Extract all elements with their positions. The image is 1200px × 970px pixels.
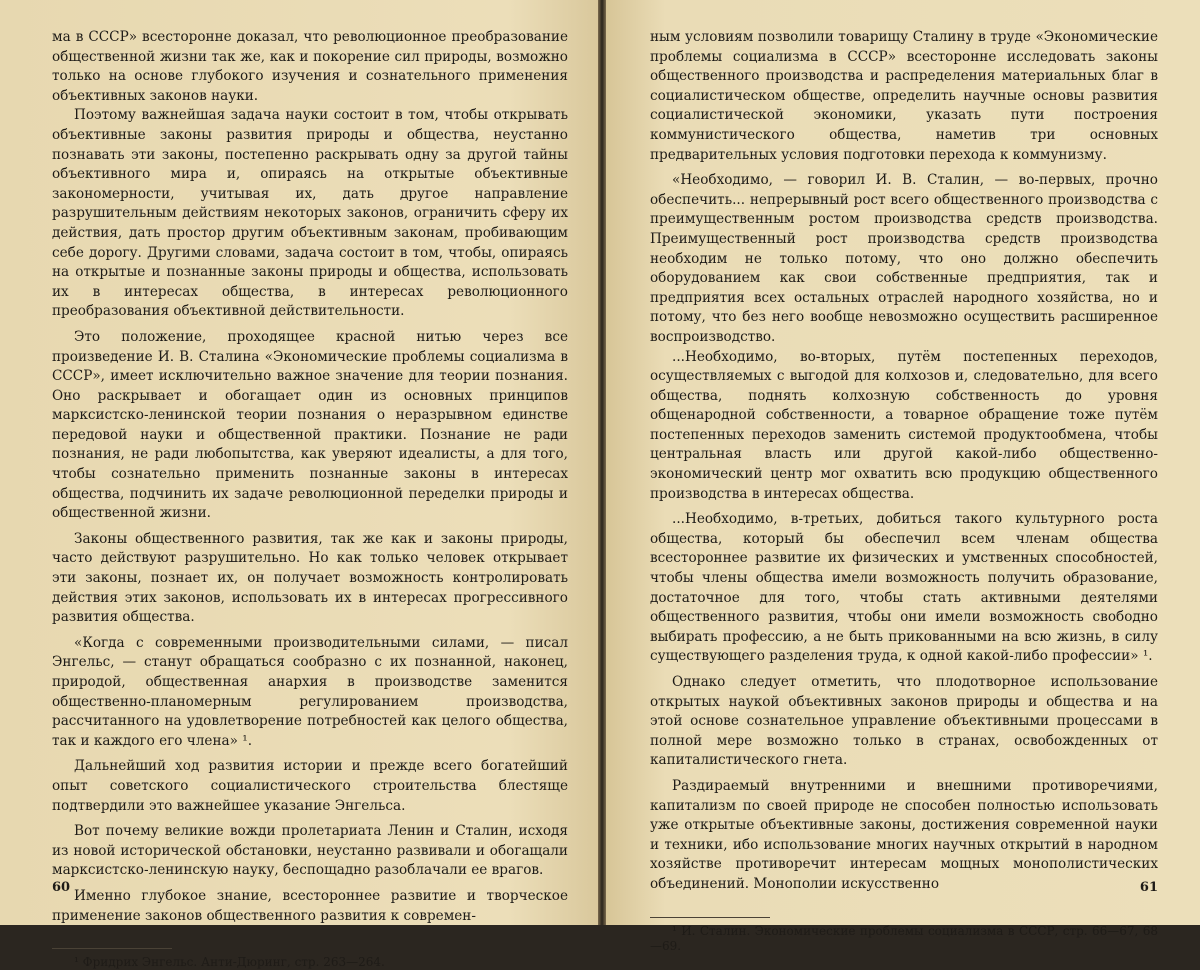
paragraph: Раздираемый внутренними и внешними противоречиями, капитализм по своей природе не способен полностью использовать уже открытые объективные законы, достижения современной науки и техники, ибо использование многих научных открытий в народном хозяйстве противоречит интересам мощных монополистических объединений. Монополии искусственно [650,777,1158,892]
book-gutter [598,0,606,925]
paragraph: ным условиям позволили товарищу Сталину в труде «Экономические проблемы социализма в СССР» всесторонне исследовать законы общественного производства и распределения материальных благ в социалистическом обществе, определить научные основы развития социалистической экономики, указать пути построения коммунистического общества, наметив три основных предварительных условия подготовки перехода к коммунизму. [650,29,1158,163]
paragraph: «Когда с современными производительными силами, — писал Энгельс, — станут обращаться сообразно с их познанной, наконец, природой, общественная анархия в производстве заменится общественно-планомерным регулированием производства, рассчитанного на удовлетворение потребностей как целого общества, так и каждого его члена» ¹. [52,634,568,749]
paragraph: Законы общественного развития, так же как и законы природы, часто действуют разрушительно. Но как только человек открывает эти законы, познает их, он получает возможность контролировать действия этих законов, использовать их в интересах прогрессивного развития общества. [52,530,568,626]
footnote: ¹ И. Сталин. Экономические проблемы социализма в СССР, стр. 66—67, 68—69. [650,923,1158,953]
paragraph: Вот почему великие вожди пролетариата Ленин и Сталин, исходя из новой исторической обстановки, неустанно развивали и обогащали марксистско-ленинскую науку, беспощадно разоблачали ее врагов. [52,823,568,879]
paragraph: «Необходимо, — говорил И. В. Сталин, — во-первых, прочно обеспечить... непрерывный рост всего общественного производства с преимущественным ростом производства средств производства. Преимущественный рост производства средств производства необходим не только потому, что оно должно обеспечить оборудованием как свои собственные предприятия, так и предприятия всех остальных отраслей народного хозяйства, но и потому, что без него вообще невозможно осуществить расширенное воспроизводство. [650,172,1158,345]
right-page [606,0,1200,953]
page-number: 61 [1139,880,1158,895]
paragraph: Это положение, проходящее красной нитью через все произведение И. В. Сталина «Экономические проблемы социализма в СССР», имеет исключительно важное значение для теории познания. Оно раскрывает и обогащает один из основных принципов марксистско-ленинской теории познания о неразрывном единстве передовой науки и общественной практики. Познание не ради познания, не ради любопытства, как уверяют идеалисты, а для того, чтобы сознательно применить познанные законы в интересах общества, подчинить их задаче революционной переделки природы и общественной жизни. [52,328,568,522]
paragraph: ...Необходимо, во-вторых, путём постепенных переходов, осуществляемых с выгодой для колхозов и, следовательно, для всего общества, поднять колхозную собственность до уровня общенародной собственности, а товарное обращение тоже путём постепенных переходов заменить системой продуктообмена, чтобы центральная власть или другой какой-либо общественно-экономический центр мог охватить всю продукцию общественного производства в интересах общества. [650,348,1158,502]
paragraph: ма в СССР» всесторонне доказал, что революционное преобразование общественной жизни так же, как и покорение сил природы, возможно только на основе глубокого изучения и сознательного применения объективных законов науки. [52,29,568,104]
footnote-separator [650,917,770,918]
footnote: ¹ Фридрих Энгельс. Анти-Дюринг, стр. 263—264. [74,955,385,970]
paragraph: Именно глубокое знание, всестороннее развитие и творческое применение законов общественного развития к современ- [52,887,568,924]
paragraph: Поэтому важнейшая задача науки состоит в том, чтобы открывать объективные законы развития природы и общества, неустанно познавать эти законы, постепенно раскрывать одну за другой тайны объективного мира и, опираясь на открытые объективные закономерности, учитывая их, дать другое направление разрушительным действиям некоторых законов, ограничить сферу их действия, дать простор другим объективным законам, пробивающим себе дорогу. Другими словами, задача состоит в том, чтобы, опираясь на открытые и познанные законы природы и общества, использовать их в интересах общества, в интересах революционного преобразования объективной действительности. [52,107,568,320]
paragraph: ...Необходимо, в-третьих, добиться такого культурного роста общества, который бы обеспечил всем членам общества всестороннее развитие их физических и умственных способностей, чтобы члены общества имели возможность получить образование, достаточное для того, чтобы стать активными деятелями общественного развития, чтобы они имели возможность свободно выбирать профессию, а не быть прикованными на всю жизнь, в силу существующего разделения труда, к одной какой-либо профессии» ¹. [650,511,1158,665]
paragraph: Дальнейший ход развития истории и прежде всего богатейший опыт советского социалистического строительства блестяще подтвердили это важнейшее указание Энгельса. [52,758,568,814]
left-page [0,0,598,970]
page-number: 60 [52,880,71,895]
right-page-text [650,28,1158,895]
left-page-text [52,28,568,926]
footnote-separator [52,948,172,949]
paragraph: Однако следует отметить, что плодотворное использование открытых наукой объективных законов природы и общества и на этой основе сознательное управление объективными процессами в полной мере возможно только в странах, освобожденных от капиталистического гнета. [650,674,1158,769]
